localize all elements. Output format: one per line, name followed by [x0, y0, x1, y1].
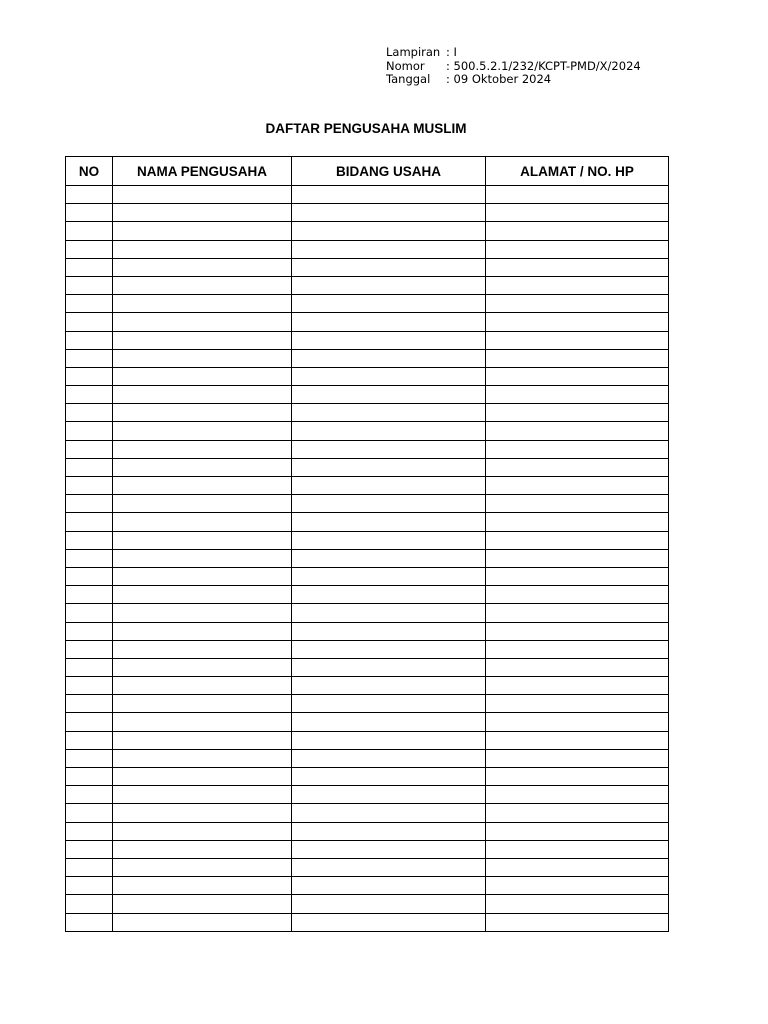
cell-bidang-usaha: [292, 258, 486, 276]
cell-bidang-usaha: [292, 895, 486, 913]
cell-nama-pengusaha: [113, 313, 292, 331]
cell-bidang-usaha: [292, 367, 486, 385]
cell-no: [66, 549, 113, 567]
cell-bidang-usaha: [292, 513, 486, 531]
cell-bidang-usaha: [292, 658, 486, 676]
cell-alamat: [486, 749, 669, 767]
cell-alamat: [486, 276, 669, 294]
table-row: [66, 658, 669, 676]
cell-nama-pengusaha: [113, 877, 292, 895]
cell-bidang-usaha: [292, 804, 486, 822]
cell-bidang-usaha: [292, 240, 486, 258]
cell-bidang-usaha: [292, 604, 486, 622]
cell-alamat: [486, 495, 669, 513]
document-title: DAFTAR PENGUSAHA MUSLIM: [265, 121, 467, 136]
cell-alamat: [486, 477, 669, 495]
cell-bidang-usaha: [292, 877, 486, 895]
cell-bidang-usaha: [292, 477, 486, 495]
cell-no: [66, 895, 113, 913]
cell-nama-pengusaha: [113, 422, 292, 440]
cell-nama-pengusaha: [113, 458, 292, 476]
cell-no: [66, 440, 113, 458]
table-row: [66, 404, 669, 422]
cell-no: [66, 422, 113, 440]
cell-no: [66, 622, 113, 640]
cell-no: [66, 695, 113, 713]
attachment-info: [386, 46, 641, 87]
cell-bidang-usaha: [292, 786, 486, 804]
cell-nama-pengusaha: [113, 477, 292, 495]
cell-bidang-usaha: [292, 295, 486, 313]
column-header-no: NO: [66, 157, 113, 186]
cell-bidang-usaha: [292, 186, 486, 204]
table-row: [66, 204, 669, 222]
table-row: [66, 331, 669, 349]
cell-no: [66, 822, 113, 840]
cell-nama-pengusaha: [113, 440, 292, 458]
cell-bidang-usaha: [292, 622, 486, 640]
column-header-alamat: ALAMAT / NO. HP: [486, 157, 669, 186]
cell-alamat: [486, 640, 669, 658]
cell-no: [66, 768, 113, 786]
cell-alamat: [486, 895, 669, 913]
cell-no: [66, 295, 113, 313]
cell-no: [66, 367, 113, 385]
cell-no: [66, 858, 113, 876]
entrepreneur-table: [65, 156, 669, 932]
cell-alamat: [486, 367, 669, 385]
cell-no: [66, 877, 113, 895]
cell-bidang-usaha: [292, 822, 486, 840]
cell-alamat: [486, 822, 669, 840]
cell-alamat: [486, 404, 669, 422]
table-row: [66, 531, 669, 549]
tanggal-label: Tanggal: [386, 72, 431, 87]
cell-nama-pengusaha: [113, 786, 292, 804]
cell-nama-pengusaha: [113, 604, 292, 622]
cell-nama-pengusaha: [113, 640, 292, 658]
cell-bidang-usaha: [292, 458, 486, 476]
cell-alamat: [486, 567, 669, 585]
cell-bidang-usaha: [292, 640, 486, 658]
cell-no: [66, 276, 113, 294]
table-row: [66, 677, 669, 695]
table-row: [66, 768, 669, 786]
tanggal-value: : 09 Oktober 2024: [446, 72, 552, 87]
cell-bidang-usaha: [292, 440, 486, 458]
table-row: [66, 295, 669, 313]
cell-nama-pengusaha: [113, 677, 292, 695]
cell-alamat: [486, 768, 669, 786]
table-row: [66, 349, 669, 367]
cell-nama-pengusaha: [113, 349, 292, 367]
cell-no: [66, 477, 113, 495]
cell-no: [66, 513, 113, 531]
table-row: [66, 549, 669, 567]
table-row: [66, 422, 669, 440]
table-row: [66, 477, 669, 495]
cell-nama-pengusaha: [113, 658, 292, 676]
table-row: [66, 913, 669, 931]
cell-bidang-usaha: [292, 586, 486, 604]
cell-nama-pengusaha: [113, 895, 292, 913]
column-header-nama: NAMA PENGUSAHA: [113, 157, 292, 186]
table-row: [66, 731, 669, 749]
table-row: [66, 895, 669, 913]
cell-bidang-usaha: [292, 331, 486, 349]
cell-alamat: [486, 658, 669, 676]
cell-no: [66, 640, 113, 658]
cell-no: [66, 313, 113, 331]
cell-alamat: [486, 222, 669, 240]
cell-no: [66, 386, 113, 404]
cell-bidang-usaha: [292, 349, 486, 367]
cell-alamat: [486, 731, 669, 749]
cell-nama-pengusaha: [113, 622, 292, 640]
cell-bidang-usaha: [292, 204, 486, 222]
table-row: [66, 186, 669, 204]
cell-nama-pengusaha: [113, 495, 292, 513]
cell-no: [66, 458, 113, 476]
cell-alamat: [486, 386, 669, 404]
cell-no: [66, 531, 113, 549]
cell-alamat: [486, 713, 669, 731]
cell-bidang-usaha: [292, 567, 486, 585]
table-row: [66, 258, 669, 276]
table-row: [66, 458, 669, 476]
cell-alamat: [486, 604, 669, 622]
cell-no: [66, 786, 113, 804]
cell-bidang-usaha: [292, 404, 486, 422]
table-row: [66, 240, 669, 258]
cell-alamat: [486, 258, 669, 276]
table-row: [66, 386, 669, 404]
cell-nama-pengusaha: [113, 204, 292, 222]
nomor-label: Nomor: [386, 58, 425, 73]
table-row: [66, 749, 669, 767]
cell-nama-pengusaha: [113, 186, 292, 204]
cell-no: [66, 677, 113, 695]
cell-no: [66, 731, 113, 749]
cell-bidang-usaha: [292, 677, 486, 695]
cell-bidang-usaha: [292, 731, 486, 749]
cell-nama-pengusaha: [113, 222, 292, 240]
cell-no: [66, 749, 113, 767]
table-row: [66, 313, 669, 331]
cell-bidang-usaha: [292, 858, 486, 876]
cell-alamat: [486, 204, 669, 222]
cell-no: [66, 222, 113, 240]
cell-bidang-usaha: [292, 913, 486, 931]
cell-bidang-usaha: [292, 276, 486, 294]
cell-alamat: [486, 549, 669, 567]
cell-nama-pengusaha: [113, 404, 292, 422]
cell-nama-pengusaha: [113, 731, 292, 749]
cell-bidang-usaha: [292, 313, 486, 331]
cell-nama-pengusaha: [113, 586, 292, 604]
cell-alamat: [486, 440, 669, 458]
table-row: [66, 440, 669, 458]
cell-bidang-usaha: [292, 768, 486, 786]
cell-alamat: [486, 622, 669, 640]
cell-nama-pengusaha: [113, 804, 292, 822]
cell-bidang-usaha: [292, 495, 486, 513]
cell-nama-pengusaha: [113, 840, 292, 858]
lampiran-label: Lampiran: [386, 45, 441, 59]
cell-no: [66, 495, 113, 513]
cell-nama-pengusaha: [113, 749, 292, 767]
cell-no: [66, 349, 113, 367]
table-row: [66, 804, 669, 822]
cell-bidang-usaha: [292, 749, 486, 767]
table-row: [66, 367, 669, 385]
cell-nama-pengusaha: [113, 367, 292, 385]
table-row: [66, 276, 669, 294]
cell-nama-pengusaha: [113, 858, 292, 876]
cell-bidang-usaha: [292, 840, 486, 858]
cell-nama-pengusaha: [113, 695, 292, 713]
cell-nama-pengusaha: [113, 331, 292, 349]
cell-alamat: [486, 531, 669, 549]
tanggal-row: [386, 73, 641, 87]
table-row: [66, 713, 669, 731]
table-row: [66, 495, 669, 513]
cell-nama-pengusaha: [113, 713, 292, 731]
cell-bidang-usaha: [292, 695, 486, 713]
cell-no: [66, 658, 113, 676]
cell-no: [66, 186, 113, 204]
table-row: [66, 513, 669, 531]
table-row: [66, 822, 669, 840]
cell-nama-pengusaha: [113, 513, 292, 531]
cell-alamat: [486, 313, 669, 331]
cell-alamat: [486, 804, 669, 822]
cell-no: [66, 331, 113, 349]
cell-nama-pengusaha: [113, 386, 292, 404]
table-row: [66, 222, 669, 240]
cell-alamat: [486, 422, 669, 440]
cell-nama-pengusaha: [113, 822, 292, 840]
cell-nama-pengusaha: [113, 531, 292, 549]
cell-alamat: [486, 295, 669, 313]
cell-alamat: [486, 913, 669, 931]
cell-nama-pengusaha: [113, 276, 292, 294]
cell-alamat: [486, 786, 669, 804]
table-row: [66, 840, 669, 858]
cell-nama-pengusaha: [113, 913, 292, 931]
cell-bidang-usaha: [292, 222, 486, 240]
table-row: [66, 786, 669, 804]
table-row: [66, 640, 669, 658]
cell-no: [66, 240, 113, 258]
cell-alamat: [486, 349, 669, 367]
cell-nama-pengusaha: [113, 295, 292, 313]
cell-alamat: [486, 458, 669, 476]
lampiran-row: [386, 46, 641, 60]
cell-alamat: [486, 586, 669, 604]
table-row: [66, 858, 669, 876]
lampiran-value: : I: [446, 45, 457, 59]
cell-bidang-usaha: [292, 386, 486, 404]
cell-no: [66, 913, 113, 931]
cell-alamat: [486, 677, 669, 695]
cell-nama-pengusaha: [113, 567, 292, 585]
cell-alamat: [486, 877, 669, 895]
cell-alamat: [486, 695, 669, 713]
table-row: [66, 604, 669, 622]
cell-no: [66, 586, 113, 604]
cell-no: [66, 713, 113, 731]
table-row: [66, 622, 669, 640]
table-header-row: [66, 157, 669, 186]
table-row: [66, 877, 669, 895]
cell-nama-pengusaha: [113, 258, 292, 276]
cell-bidang-usaha: [292, 549, 486, 567]
cell-alamat: [486, 840, 669, 858]
cell-no: [66, 804, 113, 822]
table-row: [66, 695, 669, 713]
cell-nama-pengusaha: [113, 549, 292, 567]
cell-bidang-usaha: [292, 713, 486, 731]
cell-bidang-usaha: [292, 422, 486, 440]
cell-alamat: [486, 858, 669, 876]
nomor-value: : 500.5.2.1/232/KCPT-PMD/X/2024: [446, 58, 641, 73]
cell-nama-pengusaha: [113, 240, 292, 258]
table-row: [66, 586, 669, 604]
cell-no: [66, 840, 113, 858]
cell-nama-pengusaha: [113, 768, 292, 786]
cell-no: [66, 604, 113, 622]
column-header-bidang: BIDANG USAHA: [292, 157, 486, 186]
cell-alamat: [486, 240, 669, 258]
table-row: [66, 567, 669, 585]
cell-alamat: [486, 186, 669, 204]
cell-no: [66, 404, 113, 422]
nomor-row: [386, 60, 641, 74]
cell-no: [66, 258, 113, 276]
cell-no: [66, 204, 113, 222]
cell-alamat: [486, 513, 669, 531]
cell-no: [66, 567, 113, 585]
cell-alamat: [486, 331, 669, 349]
table-body: [66, 186, 669, 932]
cell-bidang-usaha: [292, 531, 486, 549]
